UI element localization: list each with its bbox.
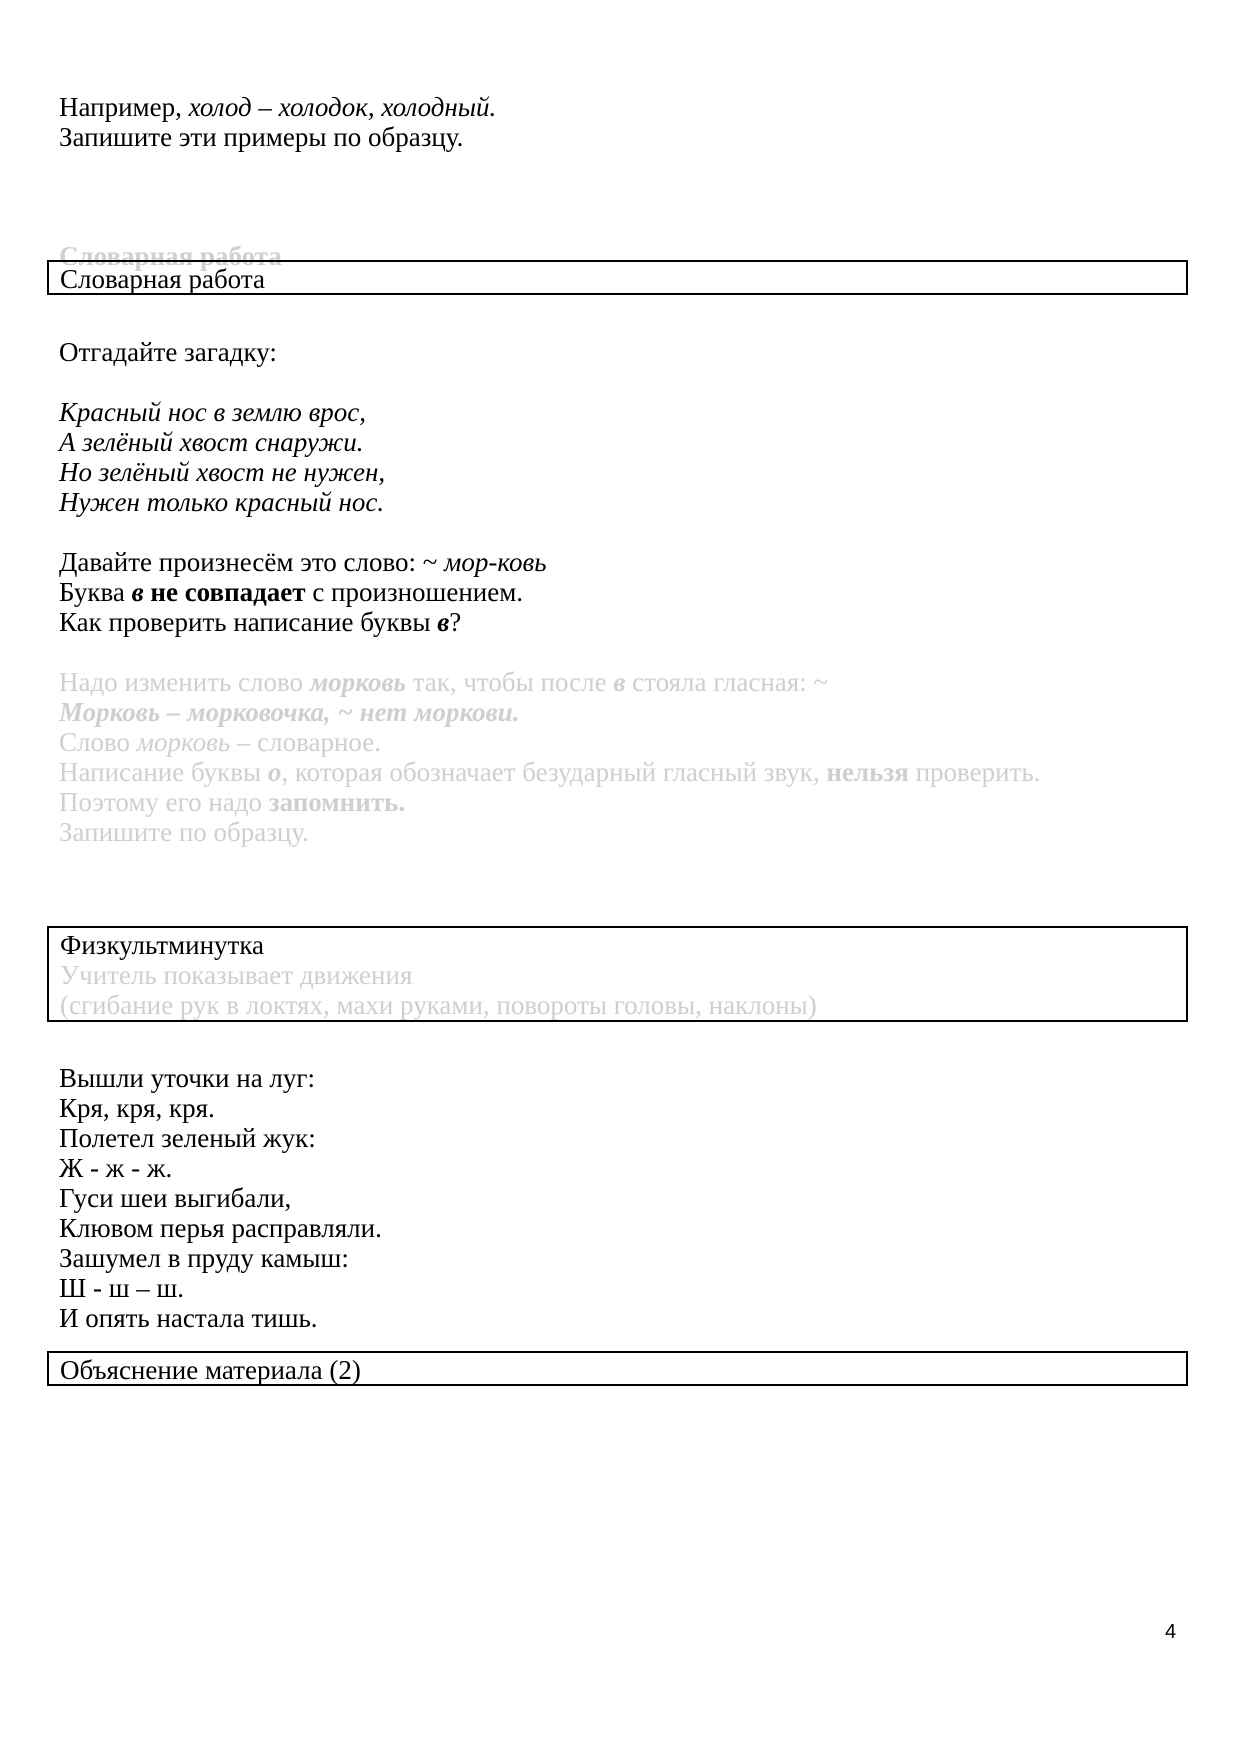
vocab-section-box [47,260,1188,295]
poem-line: И опять настала тишь. [59,1303,318,1333]
section-heading-faint: Словарная работа [59,241,282,271]
example-words: холод – холодок, холодный. [188,92,497,122]
page-number: 4 [1165,1621,1177,1643]
answer-line: Слово морковь – словарное. [59,727,381,757]
poem-line: Вышли уточки на луг: [59,1063,315,1093]
pronounce-line: Давайте произнесём это слово: ~ мор-ковь [59,547,547,577]
poem-line: Зашумел в пруду камыш: [59,1243,349,1273]
poem-line: Ж - ж - ж. [59,1153,173,1183]
phys-instruction: Учитель показывает движения [60,960,413,990]
phys-section-title: Физкультминутка [60,930,265,960]
vocab-section-label: Словарная работа [60,264,265,294]
answer-line: Поэтому его надо запомнить. [59,787,406,817]
answer-line: Написание буквы о, которая обозначает безударный гласный звук, нельзя проверить. [59,757,1041,787]
poem-line: Клювом перья расправляли. [59,1213,382,1243]
riddle-line: Красный нос в землю врос, [59,397,367,427]
poem-line: Полетел зеленый жук: [59,1123,316,1153]
explain-section-label: Объяснение материала (2) [60,1355,361,1385]
example-prefix: Например, [59,92,189,122]
instruction-line: Запишите эти примеры по образцу. [59,122,464,152]
syllabified-word: мор-ковь [444,547,547,577]
answer-line: Запишите по образцу. [59,817,309,847]
mismatch-line: Буква в не совпадает с произношением. [59,577,524,607]
poem-line: Кря, кря, кря. [59,1093,215,1123]
riddle-line: А зелёный хвост снаружи. [59,427,364,457]
question-line: Как проверить написание буквы в? [59,607,462,637]
riddle-line: Нужен только красный нос. [59,487,385,517]
phys-movements: (сгибание рук в локтях, махи руками, повороты головы, наклоны) [60,990,817,1020]
example-line [59,91,496,124]
answer-line: Надо изменить слово морковь так, чтобы после в стояла гласная: ~ [59,667,829,697]
poem-line: Ш - ш – ш. [59,1273,185,1303]
answer-line: Морковь – морковочка, ~ нет моркови. [59,697,520,727]
poem-line: Гуси шеи выгибали, [59,1183,292,1213]
explain-section-box [47,1351,1188,1386]
riddle-prompt: Отгадайте загадку: [59,337,277,367]
riddle-line: Но зелёный хвост не нужен, [59,457,386,487]
phys-section-box [47,926,1188,1022]
